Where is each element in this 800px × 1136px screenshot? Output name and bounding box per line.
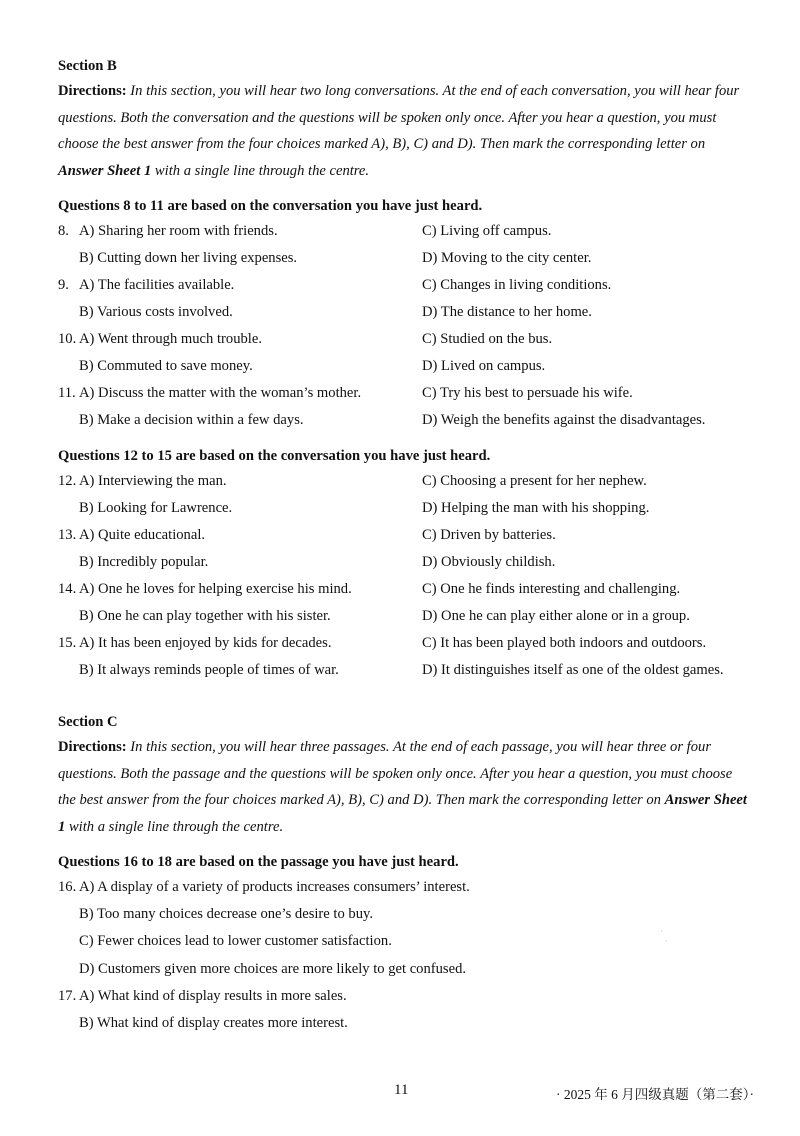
directions-text: In this section, you will hear three passages. At the end of each passage, you will hear three or four questions. Both the passage and the questions will be spoken only once. After you hear a question, you must choose the best answer from the four choices marked A), B), C) and D). Then mark the corresponding letter on (58, 739, 733, 808)
question-16-choice-c (58, 928, 748, 955)
choice-b: B) Incredibly popular. (79, 554, 209, 570)
choice-b: B) One he can play together with his sister. (79, 608, 331, 624)
choice-a: A) Sharing her room with friends. (79, 223, 278, 239)
choice-c: C) Living off campus. (422, 223, 552, 239)
question-16-choice-b (58, 901, 748, 928)
question-10-row-2 (58, 353, 748, 380)
question-9-row-2 (58, 299, 748, 326)
directions-text: In this section, you will hear two long conversations. At the end of each conversation, you will hear four questions. Both the conversation and the questions will be spoken only once. After you hear a question, you must choose the best answer from the four choices marked A), B), C) and D). Then mark the corresponding letter on (58, 83, 740, 152)
question-9-row-1 (58, 272, 748, 299)
choice-d: D) The distance to her home. (422, 304, 592, 320)
choice-d: D) Helping the man with his shopping. (422, 500, 650, 516)
question-number: 10. (58, 331, 77, 347)
choice-c: C) One he finds interesting and challenging. (422, 581, 681, 597)
question-number: 9. (58, 277, 69, 293)
question-number: 12. (58, 473, 77, 489)
question-15-row-2 (58, 657, 748, 684)
question-number: 16. (58, 879, 77, 895)
question-8-row-1 (58, 218, 748, 245)
choice-c: C) Choosing a present for her nephew. (422, 473, 647, 489)
directions-tail: with a single line through the centre. (65, 818, 284, 835)
group-header-12-15: Questions 12 to 15 are based on the conversation you have just heard. (58, 448, 491, 464)
choice-b: B) Commuted to save money. (79, 358, 253, 374)
question-13-row-1 (58, 522, 748, 549)
question-11-row-2 (58, 407, 748, 434)
section-b-directions (58, 78, 748, 184)
question-8-row-2 (58, 245, 748, 272)
choice-a: A) What kind of display results in more sales. (79, 987, 347, 1004)
scan-specks: · · (660, 926, 668, 946)
choice-a: A) Quite educational. (79, 527, 206, 543)
choice-b: B) Various costs involved. (79, 304, 233, 320)
exam-page (58, 56, 748, 1037)
group-header-16-18: Questions 16 to 18 are based on the passage you have just heard. (58, 854, 459, 870)
choice-a: A) A display of a variety of products increases consumers’ interest. (79, 879, 470, 895)
choice-d: D) Weigh the benefits against the disadvantages. (422, 412, 706, 428)
question-17-choice-a (58, 983, 748, 1010)
choice-c: C) It has been played both indoors and outdoors. (422, 635, 707, 651)
footer-label: · 2025 年 6 月四级真题（第二套）· (556, 1087, 754, 1102)
choice-d: D) Moving to the city center. (422, 250, 592, 266)
question-number: 17. (58, 987, 77, 1004)
question-17-choice-b (58, 1010, 748, 1037)
choice-a: A) One he loves for helping exercise his mind. (79, 581, 352, 597)
directions-label: Directions: (58, 739, 127, 755)
choice-b: B) What kind of display creates more interest. (79, 1014, 348, 1031)
choice-c: C) Studied on the bus. (422, 331, 553, 347)
choice-a: A) Discuss the matter with the woman’s mother. (79, 385, 362, 401)
question-11-row-1 (58, 380, 748, 407)
choice-b: B) Too many choices decrease one’s desire to buy. (79, 906, 374, 923)
question-12-row-2 (58, 495, 748, 522)
choice-c: C) Fewer choices lead to lower customer satisfaction. (79, 933, 392, 950)
answer-sheet-label: Answer Sheet 1 (58, 162, 152, 179)
choice-c: C) Try his best to persuade his wife. (422, 385, 633, 401)
section-b-title: Section B (58, 58, 117, 74)
choice-c: C) Driven by batteries. (422, 527, 556, 543)
question-16-choice-d (58, 956, 748, 983)
question-12-row-1 (58, 468, 748, 495)
choice-d: D) Lived on campus. (422, 358, 546, 374)
question-14-row-1 (58, 576, 748, 603)
question-10-row-1 (58, 326, 748, 353)
question-13-row-2 (58, 549, 748, 576)
question-16-choice-a (58, 874, 748, 901)
question-14-row-2 (58, 603, 748, 630)
question-number: 15. (58, 635, 77, 651)
question-number: 8. (58, 223, 69, 239)
choice-b: B) It always reminds people of times of war. (79, 662, 339, 678)
directions-tail: with a single line through the centre. (151, 162, 370, 179)
choice-a: A) Went through much trouble. (79, 331, 262, 347)
directions-label: Directions: (58, 83, 127, 99)
question-number: 14. (58, 581, 77, 597)
section-c-directions (58, 734, 748, 840)
choice-d: D) It distinguishes itself as one of the oldest games. (422, 662, 724, 678)
choice-b: B) Looking for Lawrence. (79, 500, 233, 516)
choice-b: B) Make a decision within a few days. (79, 412, 304, 428)
page-number: 11 (394, 1082, 409, 1098)
choice-d: D) Obviously childish. (422, 554, 556, 570)
choice-b: B) Cutting down her living expenses. (79, 250, 298, 266)
choice-a: A) The facilities available. (79, 277, 235, 293)
choice-d: D) One he can play either alone or in a group. (422, 608, 690, 624)
question-number: 13. (58, 527, 77, 543)
choice-c: C) Changes in living conditions. (422, 277, 612, 293)
question-15-row-1 (58, 630, 748, 657)
answer-sheet-label: Answer Sheet 1 (58, 792, 747, 835)
group-header-8-11: Questions 8 to 11 are based on the conversation you have just heard. (58, 198, 483, 214)
section-c-title: Section C (58, 714, 118, 730)
choice-a: A) It has been enjoyed by kids for decades. (79, 635, 332, 651)
question-number: 11. (58, 385, 76, 401)
choice-a: A) Interviewing the man. (79, 473, 227, 489)
choice-d: D) Customers given more choices are more likely to get confused. (79, 960, 467, 977)
